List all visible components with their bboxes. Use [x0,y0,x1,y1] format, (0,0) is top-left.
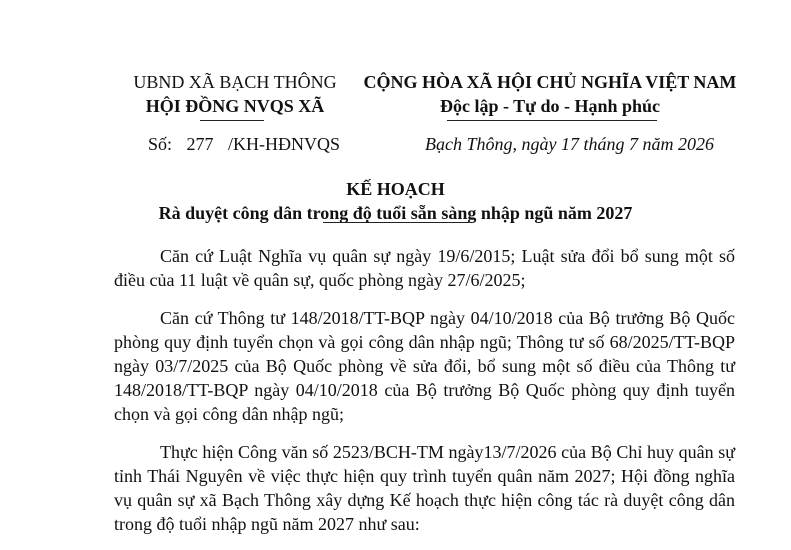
paragraph: Thực hiện Công văn số 2523/BCH-TM ngày13/7/2026 của Bộ Chỉ huy quân sự tỉnh Thái Nguyên về việc thực hiện quy trình tuyển quân năm 2027; Hội đồng nghĩa vụ quân sự xã Bạch Thông xây dựng Kế hoạch thực hiện công tác rà duyệt công dân trong độ tuổi nhập ngũ năm 2027 như sau: [114,442,735,534]
issuing-agency-block [120,70,350,118]
paragraph: Căn cứ Thông tư 148/2018/TT-BQP ngày 04/10/2018 của Bộ trưởng Bộ Quốc phòng quy định tuyển chọn và gọi công dân nhập ngũ; Thông tư số 68/2025/TT-BQP ngày 03/7/2025 của Bộ Quốc phòng về sửa đổi, bổ sung một số điều của Thông tư 148/2018/TT-BQP ngày 04/10/2018 của Bộ trưởng Bộ Quốc phòng quy định tuyển chọn và gọi công dân nhập ngũ; [114,308,735,424]
title-underline [323,222,469,223]
nation-title: CỘNG HÒA XÃ HỘI CHỦ NGHĨA VIỆT NAM [363,72,737,92]
document-title-block [0,177,791,225]
document-body [114,244,735,550]
doc-number-suffix: /KH-HĐNVQS [228,134,341,154]
national-header-block [360,70,740,118]
council-name: HỘI ĐỒNG NVQS XÃ [145,96,325,116]
doc-number-value: 277 [186,134,214,154]
agency-underline [200,120,264,121]
place-and-date: Bạch Thông, ngày 17 tháng 7 năm 2026 [425,134,714,154]
document-number [148,134,340,155]
agency-name: UBND XÃ BẠCH THÔNG [133,72,337,92]
document-subject: Rà duyệt công dân trong độ tuổi sẵn sàng nhập ngũ năm 2027 [158,203,633,223]
document-type: KẾ HOẠCH [346,179,445,199]
motto-underline [447,120,657,121]
doc-number-prefix: Số: [148,134,173,154]
paragraph: Căn cứ Luật Nghĩa vụ quân sự ngày 19/6/2015; Luật sửa đổi bổ sung một số điều của 11 luật về quân sự, quốc phòng ngày 27/6/2025; [114,246,735,290]
national-motto: Độc lập - Tự do - Hạnh phúc [439,96,661,116]
